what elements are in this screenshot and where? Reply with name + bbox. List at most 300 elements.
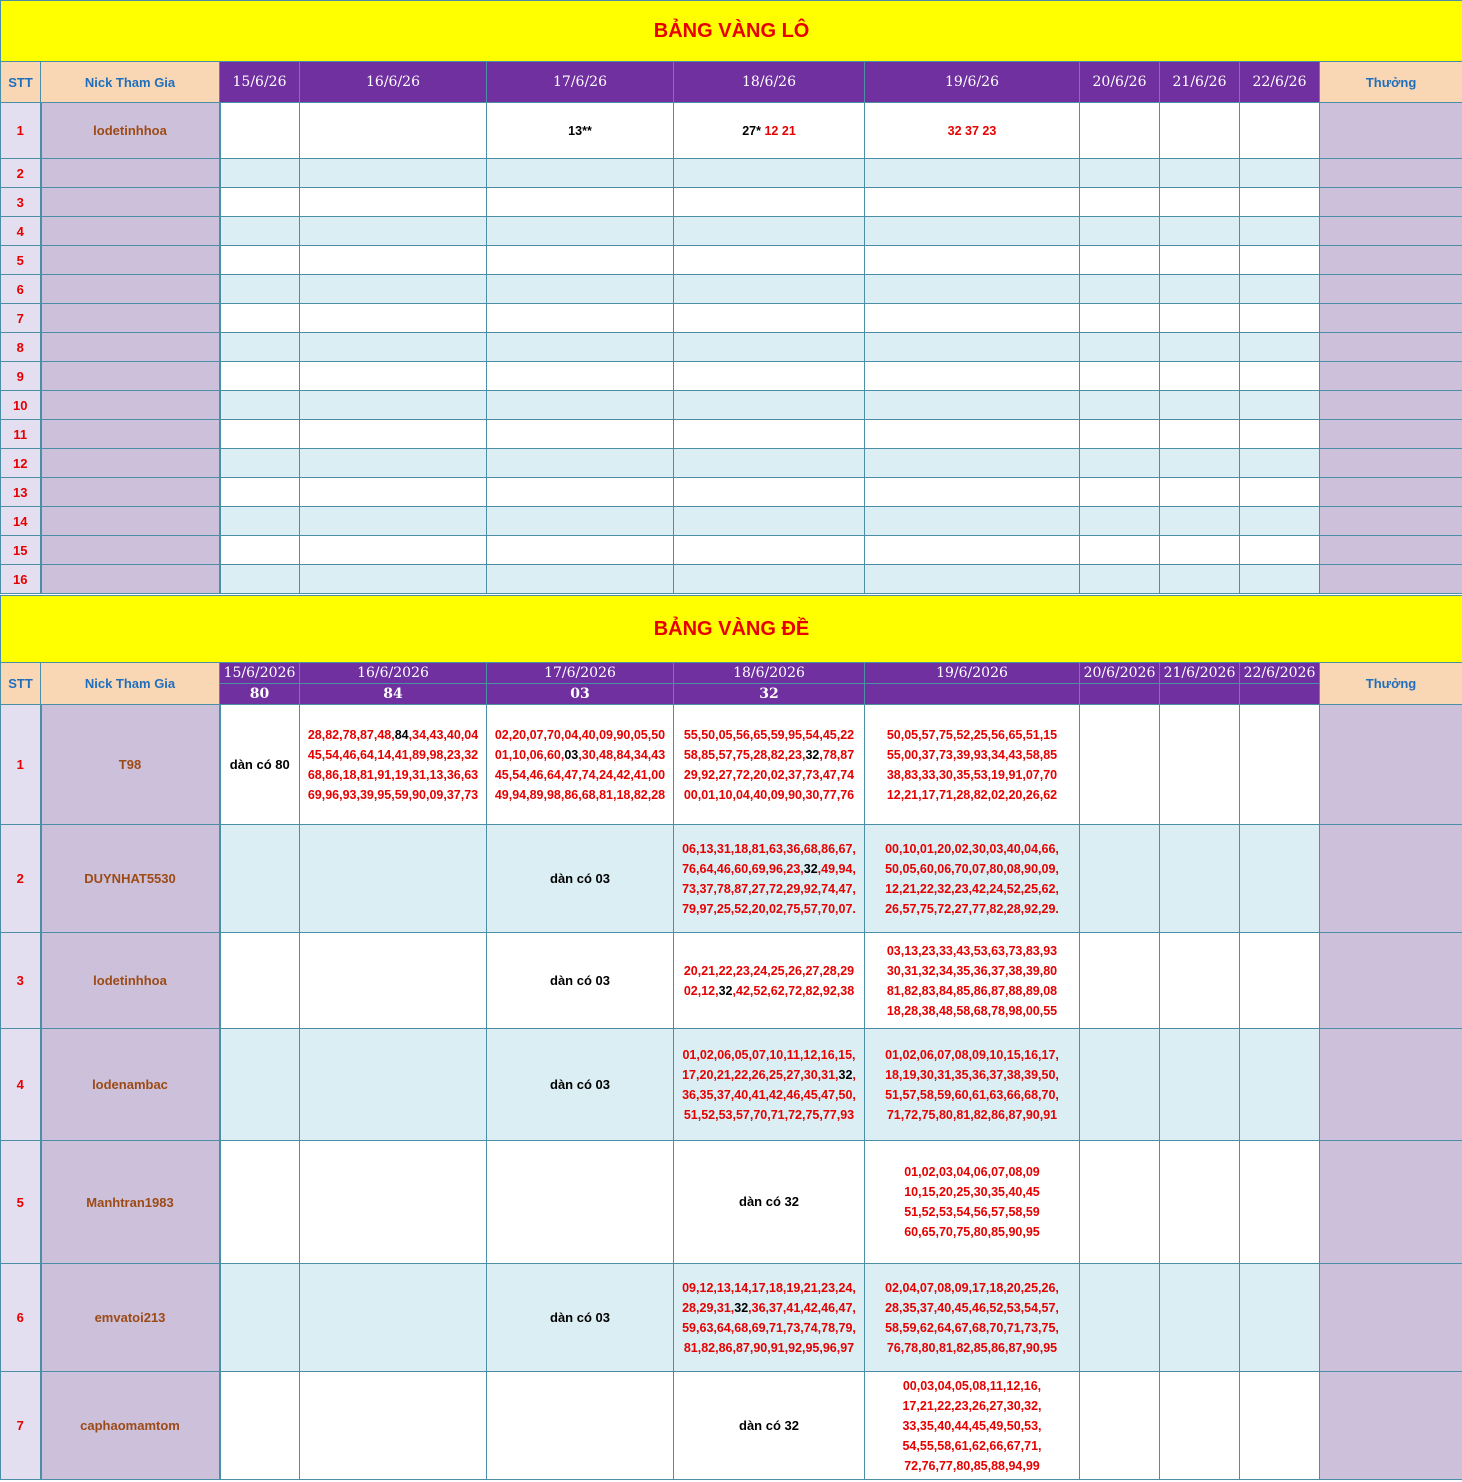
cell bbox=[865, 565, 1080, 594]
reward-cell bbox=[1320, 536, 1462, 565]
cell bbox=[865, 304, 1080, 333]
cell bbox=[1160, 478, 1240, 507]
reward-cell bbox=[1320, 420, 1462, 449]
nick-cell bbox=[41, 565, 220, 594]
nick-cell bbox=[41, 246, 220, 275]
nick-cell bbox=[41, 478, 220, 507]
number-list bbox=[674, 1278, 864, 1358]
pick-cell bbox=[487, 1141, 674, 1264]
cell bbox=[1160, 391, 1240, 420]
cell bbox=[865, 246, 1080, 275]
cell bbox=[1160, 217, 1240, 246]
hit-number: 32 bbox=[805, 747, 820, 762]
cell bbox=[674, 362, 865, 391]
result-cell bbox=[1160, 684, 1240, 705]
pick-cell bbox=[300, 705, 487, 825]
cell bbox=[487, 246, 674, 275]
nick-cell: lodetinhhoa bbox=[41, 933, 220, 1029]
cell bbox=[1080, 188, 1160, 217]
pick-cell bbox=[865, 705, 1080, 825]
pick-cell bbox=[674, 933, 865, 1029]
row-number: 13 bbox=[1, 478, 41, 507]
cell bbox=[1080, 933, 1160, 1029]
cell bbox=[220, 391, 300, 420]
cell bbox=[674, 188, 865, 217]
cell bbox=[1240, 1264, 1320, 1372]
pick-cell bbox=[487, 1372, 674, 1480]
reward-cell bbox=[1320, 362, 1462, 391]
row-number: 3 bbox=[1, 933, 41, 1029]
row-number: 1 bbox=[1, 705, 41, 825]
pick-cell bbox=[300, 1264, 487, 1372]
pick-cell bbox=[487, 705, 674, 825]
cell bbox=[220, 420, 300, 449]
table-row bbox=[1, 420, 1462, 449]
cell bbox=[1080, 1372, 1160, 1480]
row-number: 12 bbox=[1, 449, 41, 478]
date-header: 22/6/26 bbox=[1240, 62, 1320, 103]
cell bbox=[674, 565, 865, 594]
row-number: 10 bbox=[1, 391, 41, 420]
cell bbox=[865, 275, 1080, 304]
dan-note: dàn có 03 bbox=[550, 1309, 610, 1325]
pick-cell bbox=[674, 1372, 865, 1480]
cell bbox=[1080, 1264, 1160, 1372]
cell bbox=[674, 159, 865, 188]
pick-cell bbox=[300, 1141, 487, 1264]
cell bbox=[1160, 507, 1240, 536]
result-cell: 03 bbox=[487, 684, 674, 705]
de-result-row bbox=[1, 684, 1462, 705]
table-row bbox=[1, 536, 1462, 565]
pick-cell bbox=[220, 933, 300, 1029]
lo-pick-cell bbox=[487, 103, 674, 159]
cell bbox=[1240, 536, 1320, 565]
number-segment: ,30,48,84,34,43 45,54,46,64,47,74,24,42,41,00 49,94,89,98,86,68,81,18,82,28 bbox=[494, 747, 666, 802]
nick-cell: lodetinhhoa bbox=[41, 103, 220, 159]
cell bbox=[1080, 159, 1160, 188]
cell bbox=[1080, 705, 1160, 825]
reward-cell bbox=[1320, 246, 1462, 275]
table-row bbox=[1, 333, 1462, 362]
date-header: 19/6/26 bbox=[865, 62, 1080, 103]
number-segment: ,36,37,41,42,46,47, 59,63,64,68,69,71,73,74,78,79, 81,82,86,87,90,91,92,95,96,97 bbox=[682, 1300, 856, 1355]
number-list: 02,04,07,08,09,17,18,20,25,26, 28,35,37,40,45,46,52,53,54,57, 58,59,62,64,67,68,70,71,73,75, 76,78,80,81,82,85,86,87,90,95 bbox=[885, 1280, 1059, 1355]
row-number: 2 bbox=[1, 159, 41, 188]
cell bbox=[1160, 159, 1240, 188]
number-segment: 09,12,13,14,17,18,19,21,23,24, 28,29,31, bbox=[682, 1280, 856, 1315]
number-segment: ,78,87 29,92,27,72,20,02,37,73,47,74 00,01,10,04,40,09,90,30,77,76 bbox=[683, 747, 855, 802]
table-row bbox=[1, 933, 1462, 1029]
number-list bbox=[300, 725, 486, 805]
cell bbox=[220, 217, 300, 246]
cell bbox=[865, 333, 1080, 362]
cell bbox=[1240, 246, 1320, 275]
cell bbox=[1240, 825, 1320, 933]
de-table bbox=[0, 595, 1462, 1480]
reward-header: Thưởng bbox=[1320, 663, 1462, 705]
nick-cell: lodenambac bbox=[41, 1029, 220, 1141]
result-cell: 32 bbox=[674, 684, 865, 705]
reward-cell bbox=[1320, 1372, 1462, 1480]
nick-header: Nick Tham Gia bbox=[41, 663, 220, 705]
lo-pick-red: 12 21 bbox=[764, 123, 796, 138]
result-cell bbox=[1080, 684, 1160, 705]
cell bbox=[1240, 103, 1320, 159]
date-header: 20/6/2026 bbox=[1080, 663, 1160, 684]
reward-header: Thưởng bbox=[1320, 62, 1462, 103]
cell bbox=[865, 159, 1080, 188]
cell bbox=[674, 507, 865, 536]
nick-cell bbox=[41, 536, 220, 565]
nick-cell: emvatoi213 bbox=[41, 1264, 220, 1372]
cell bbox=[1080, 217, 1160, 246]
cell bbox=[1160, 188, 1240, 217]
cell bbox=[487, 478, 674, 507]
cell bbox=[487, 420, 674, 449]
row-number: 7 bbox=[1, 304, 41, 333]
date-header: 18/6/2026 bbox=[674, 663, 865, 684]
table-row bbox=[1, 304, 1462, 333]
cell bbox=[300, 246, 487, 275]
cell bbox=[674, 536, 865, 565]
row-number: 4 bbox=[1, 217, 41, 246]
cell bbox=[1160, 362, 1240, 391]
number-list: 50,05,57,75,52,25,56,65,51,15 55,00,37,73,39,93,34,43,58,85 38,83,33,30,35,53,19,91,07,70 12,21,17,71,28,82,02,20,26,62 bbox=[886, 727, 1058, 802]
result-cell: 84 bbox=[300, 684, 487, 705]
lo-pick-cell bbox=[865, 103, 1080, 159]
cell bbox=[1240, 449, 1320, 478]
cell bbox=[1160, 304, 1240, 333]
cell bbox=[1080, 103, 1160, 159]
dan-note: dàn có 32 bbox=[739, 1194, 799, 1209]
reward-cell bbox=[1320, 1264, 1462, 1372]
pick-cell bbox=[865, 1029, 1080, 1141]
cell bbox=[1240, 1029, 1320, 1141]
table-row bbox=[1, 1029, 1462, 1141]
table-row bbox=[1, 188, 1462, 217]
cell bbox=[487, 159, 674, 188]
table-row bbox=[1, 825, 1462, 933]
reward-cell bbox=[1320, 478, 1462, 507]
dan-note: dàn có 80 bbox=[229, 756, 290, 772]
nick-cell bbox=[41, 304, 220, 333]
table-row bbox=[1, 391, 1462, 420]
number-segment: , 36,35,37,40,41,42,46,45,47,50, 51,52,53,57,70,71,72,75,77,93 bbox=[682, 1067, 856, 1122]
nick-cell bbox=[41, 275, 220, 304]
number-list bbox=[674, 839, 864, 919]
hit-number: 32 bbox=[734, 1300, 749, 1315]
lo-table bbox=[0, 0, 1462, 594]
pick-cell bbox=[220, 1264, 300, 1372]
reward-cell bbox=[1320, 1141, 1462, 1264]
nick-cell bbox=[41, 217, 220, 246]
cell bbox=[1160, 565, 1240, 594]
cell bbox=[1080, 246, 1160, 275]
table-row bbox=[1, 1372, 1462, 1480]
pick-cell bbox=[865, 1264, 1080, 1372]
pick-cell bbox=[300, 1372, 487, 1480]
lo-pick: 13** bbox=[568, 123, 592, 138]
nick-cell bbox=[41, 333, 220, 362]
row-number: 16 bbox=[1, 565, 41, 594]
dan-note: dàn có 03 bbox=[550, 1076, 610, 1092]
cell bbox=[1240, 304, 1320, 333]
hit-number: 32 bbox=[803, 861, 818, 876]
cell bbox=[1240, 333, 1320, 362]
reward-cell bbox=[1320, 391, 1462, 420]
cell bbox=[300, 362, 487, 391]
lo-pick-red: 32 37 23 bbox=[947, 123, 997, 138]
dan-note: dàn có 03 bbox=[550, 972, 610, 988]
de-title: BẢNG VÀNG ĐỀ bbox=[1, 596, 1462, 663]
cell bbox=[487, 449, 674, 478]
cell bbox=[1080, 304, 1160, 333]
pick-cell bbox=[220, 825, 300, 933]
reward-cell bbox=[1320, 217, 1462, 246]
dan-note: dàn có 03 bbox=[550, 870, 610, 886]
number-segment: ,49,94, 73,37,78,87,27,72,29,92,74,47, 79,97,25,52,20,02,75,57,70,07. bbox=[682, 861, 856, 916]
cell bbox=[300, 159, 487, 188]
table-row bbox=[1, 478, 1462, 507]
pick-cell bbox=[865, 825, 1080, 933]
cell bbox=[1240, 362, 1320, 391]
reward-cell bbox=[1320, 507, 1462, 536]
pick-cell bbox=[674, 825, 865, 933]
cell bbox=[300, 304, 487, 333]
cell bbox=[300, 333, 487, 362]
lo-pick-cell bbox=[674, 103, 865, 159]
cell bbox=[674, 304, 865, 333]
cell bbox=[674, 449, 865, 478]
cell bbox=[487, 536, 674, 565]
date-header: 21/6/2026 bbox=[1160, 663, 1240, 684]
hit-number: 84 bbox=[394, 727, 409, 742]
row-number: 11 bbox=[1, 420, 41, 449]
cell bbox=[674, 246, 865, 275]
pick-cell bbox=[220, 1029, 300, 1141]
cell bbox=[865, 391, 1080, 420]
cell bbox=[300, 275, 487, 304]
hit-number: 32 bbox=[838, 1067, 853, 1082]
date-header: 15/6/2026 bbox=[220, 663, 300, 684]
cell bbox=[220, 507, 300, 536]
cell bbox=[1240, 507, 1320, 536]
row-number: 7 bbox=[1, 1372, 41, 1480]
number-segment: 45,54,46,64,14,41,89,98,23,32 68,86,18,81,91,19,31,13,36,63 69,96,93,39,95,59,90,09,37,73 bbox=[307, 747, 479, 802]
stt-header: STT bbox=[1, 62, 41, 103]
cell bbox=[1160, 1372, 1240, 1480]
cell bbox=[1160, 449, 1240, 478]
number-segment: 01,02,06,05,07,10,11,12,16,15, 17,20,21,22,26,25,27,30,31, bbox=[682, 1047, 856, 1082]
nick-cell: caphaomamtom bbox=[41, 1372, 220, 1480]
cell bbox=[300, 391, 487, 420]
cell bbox=[1240, 159, 1320, 188]
cell bbox=[487, 217, 674, 246]
number-list bbox=[674, 1045, 864, 1125]
pick-cell bbox=[674, 1141, 865, 1264]
nick-cell bbox=[41, 362, 220, 391]
hit-number: 03 bbox=[564, 747, 579, 762]
cell bbox=[300, 536, 487, 565]
date-header: 17/6/2026 bbox=[487, 663, 674, 684]
cell bbox=[1080, 362, 1160, 391]
number-segment: 02,20,07,70,04,40,09,90,05,50 01,10,06,60, bbox=[494, 727, 666, 762]
reward-cell bbox=[1320, 1029, 1462, 1141]
reward-cell bbox=[1320, 449, 1462, 478]
date-header: 22/6/2026 bbox=[1240, 663, 1320, 684]
reward-cell bbox=[1320, 103, 1462, 159]
cell bbox=[865, 536, 1080, 565]
cell bbox=[1080, 825, 1160, 933]
row-number: 1 bbox=[1, 103, 41, 159]
cell bbox=[1080, 275, 1160, 304]
cell bbox=[1160, 1029, 1240, 1141]
row-number: 6 bbox=[1, 275, 41, 304]
table-row bbox=[1, 159, 1462, 188]
cell bbox=[1240, 188, 1320, 217]
nick-cell bbox=[41, 188, 220, 217]
cell bbox=[1160, 420, 1240, 449]
row-number: 15 bbox=[1, 536, 41, 565]
cell bbox=[1080, 1029, 1160, 1141]
cell bbox=[300, 565, 487, 594]
cell bbox=[1160, 333, 1240, 362]
number-segment: 20,21,22,23,24,25,26,27,28,29 02,12, bbox=[683, 963, 855, 998]
table-row bbox=[1, 362, 1462, 391]
nick-cell: Manhtran1983 bbox=[41, 1141, 220, 1264]
nick-cell bbox=[41, 391, 220, 420]
lo-title: BẢNG VÀNG LÔ bbox=[1, 1, 1462, 62]
table-row bbox=[1, 103, 1462, 159]
pick-cell bbox=[487, 1029, 674, 1141]
reward-cell bbox=[1320, 188, 1462, 217]
table-row bbox=[1, 507, 1462, 536]
cell bbox=[300, 217, 487, 246]
cell bbox=[1240, 705, 1320, 825]
pick-cell bbox=[220, 1372, 300, 1480]
table-row bbox=[1, 1264, 1462, 1372]
cell bbox=[300, 478, 487, 507]
nick-cell: T98 bbox=[41, 705, 220, 825]
date-header: 19/6/2026 bbox=[865, 663, 1080, 684]
cell bbox=[220, 333, 300, 362]
cell bbox=[220, 304, 300, 333]
row-number: 2 bbox=[1, 825, 41, 933]
cell bbox=[220, 159, 300, 188]
cell bbox=[220, 536, 300, 565]
cell bbox=[220, 246, 300, 275]
pick-cell bbox=[674, 1029, 865, 1141]
cell bbox=[865, 362, 1080, 391]
number-list bbox=[487, 725, 673, 805]
row-number: 8 bbox=[1, 333, 41, 362]
cell bbox=[1160, 933, 1240, 1029]
row-number: 3 bbox=[1, 188, 41, 217]
result-cell bbox=[1240, 684, 1320, 705]
pick-cell bbox=[865, 1141, 1080, 1264]
number-segment: 28,82,78,87,48, bbox=[307, 727, 395, 742]
cell bbox=[1240, 1141, 1320, 1264]
hit-number: 32 bbox=[718, 983, 733, 998]
number-segment: ,34,43,40,04 bbox=[408, 727, 479, 742]
cell bbox=[1080, 449, 1160, 478]
cell bbox=[220, 362, 300, 391]
number-list: 00,10,01,20,02,30,03,40,04,66, 50,05,60,06,70,07,80,08,90,09, 12,21,22,32,23,42,24,52,25,62, 26,57,75,72,27,77,82,28,92,29. bbox=[885, 841, 1059, 916]
dan-note: dàn có 32 bbox=[739, 1417, 799, 1433]
cell bbox=[1080, 565, 1160, 594]
cell bbox=[674, 217, 865, 246]
cell bbox=[1080, 536, 1160, 565]
nick-cell: DUYNHAT5530 bbox=[41, 825, 220, 933]
cell bbox=[487, 565, 674, 594]
cell bbox=[220, 103, 300, 159]
cell bbox=[865, 188, 1080, 217]
row-number: 6 bbox=[1, 1264, 41, 1372]
pick-cell bbox=[865, 1372, 1080, 1480]
pick-cell bbox=[674, 705, 865, 825]
reward-cell bbox=[1320, 333, 1462, 362]
cell bbox=[1080, 420, 1160, 449]
row-number: 4 bbox=[1, 1029, 41, 1141]
cell bbox=[1160, 1141, 1240, 1264]
cell bbox=[1240, 933, 1320, 1029]
cell bbox=[220, 449, 300, 478]
cell bbox=[487, 507, 674, 536]
cell bbox=[487, 362, 674, 391]
row-number: 5 bbox=[1, 1141, 41, 1264]
number-list: 01,02,03,04,06,07,08,09 10,15,20,25,30,35,40,45 51,52,53,54,56,57,58,59 60,65,70,75,80,85,90,95 bbox=[904, 1165, 1040, 1239]
cell bbox=[1240, 275, 1320, 304]
cell bbox=[865, 507, 1080, 536]
cell bbox=[1160, 103, 1240, 159]
cell bbox=[1080, 1141, 1160, 1264]
cell bbox=[674, 275, 865, 304]
cell bbox=[487, 188, 674, 217]
date-header: 20/6/26 bbox=[1080, 62, 1160, 103]
table-row bbox=[1, 275, 1462, 304]
number-list: 00,03,04,05,08,11,12,16, 17,21,22,23,26,27,30,32, 33,35,40,44,45,49,50,53, 54,55,58,61,62,66,67,71, 72,76,77,80,85,88,94,99 bbox=[902, 1378, 1042, 1473]
cell bbox=[1160, 246, 1240, 275]
cell bbox=[1160, 536, 1240, 565]
reward-cell bbox=[1320, 565, 1462, 594]
number-list bbox=[674, 725, 864, 805]
cell bbox=[1240, 1372, 1320, 1480]
cell bbox=[1080, 507, 1160, 536]
pick-cell bbox=[220, 705, 300, 825]
cell bbox=[300, 507, 487, 536]
cell bbox=[1160, 825, 1240, 933]
number-list bbox=[674, 961, 864, 1001]
cell bbox=[300, 188, 487, 217]
pick-cell bbox=[300, 825, 487, 933]
nick-cell bbox=[41, 449, 220, 478]
row-number: 5 bbox=[1, 246, 41, 275]
cell bbox=[865, 478, 1080, 507]
reward-cell bbox=[1320, 304, 1462, 333]
date-header: 16/6/26 bbox=[300, 62, 487, 103]
cell bbox=[1080, 478, 1160, 507]
nick-cell bbox=[41, 507, 220, 536]
lo-pick: 27* bbox=[742, 123, 761, 138]
cell bbox=[220, 275, 300, 304]
reward-cell bbox=[1320, 705, 1462, 825]
cell bbox=[1160, 1264, 1240, 1372]
date-header: 17/6/26 bbox=[487, 62, 674, 103]
cell bbox=[1240, 420, 1320, 449]
cell bbox=[865, 217, 1080, 246]
row-number: 9 bbox=[1, 362, 41, 391]
